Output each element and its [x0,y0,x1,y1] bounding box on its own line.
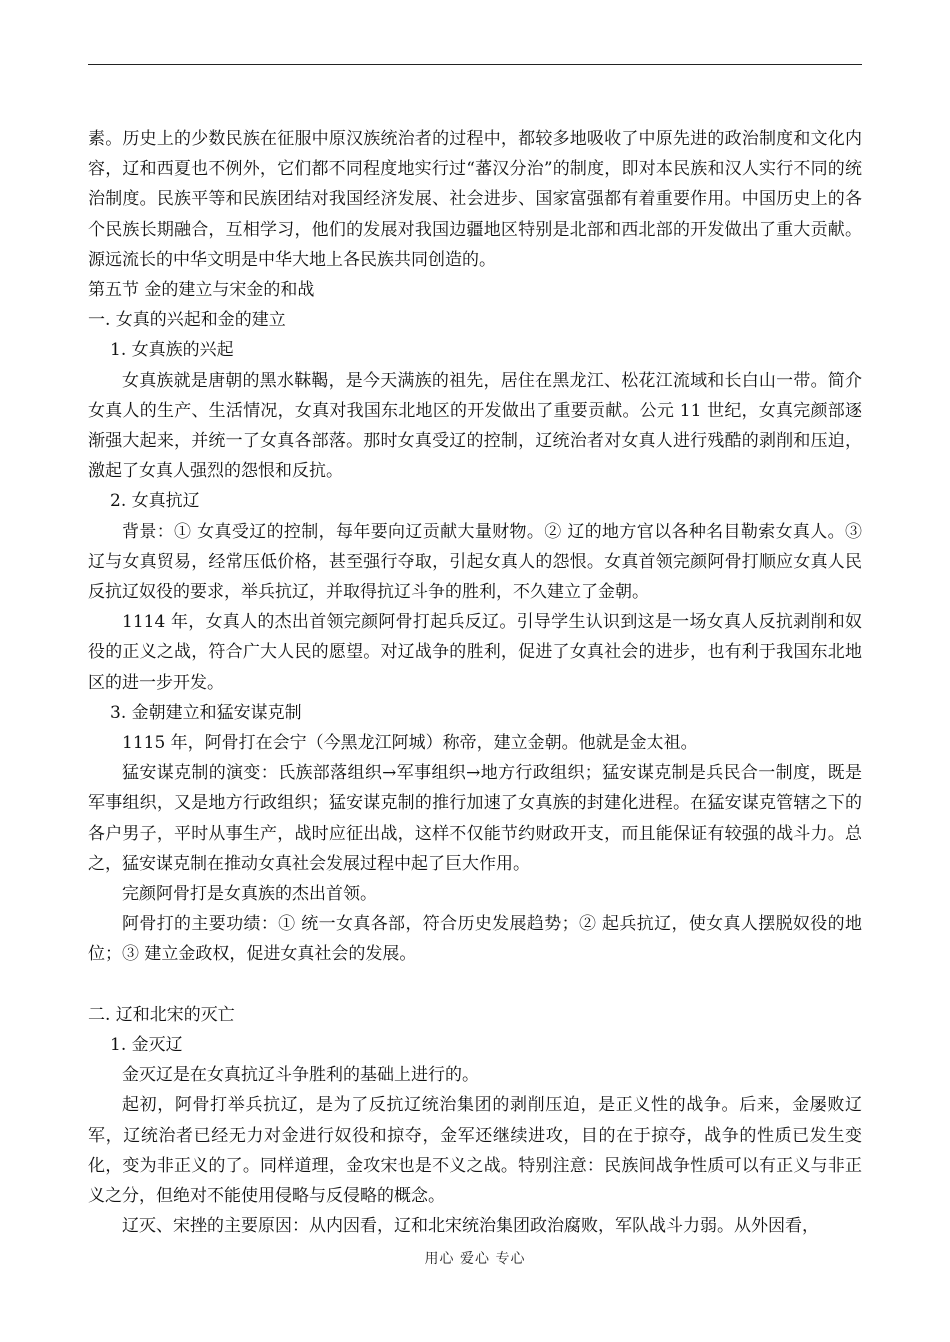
intro-paragraph: 素。历史上的少数民族在征服中原汉族统治者的过程中，都较多地吸收了中原先进的政治制度和文化内容，辽和西夏也不例外，它们都不同程度地实行过“蕃汉分治”的制度，即对本民族和汉人实行不同的统治制度。民族平等和民族团结对我国经济发展、社会进步、国家富强都有着重要作用。中国历史上的各个民族长期融合，互相学习，他们的发展对我国边疆地区特别是北部和西北部的开发做出了重大贡献。源远流长的中华文明是中华大地上各民族共同创造的。 [88,129,862,270]
page-footer: 用心 爱心 专心 [424,1251,526,1267]
part1-sub3-heading: 3. 金朝建立和猛安谋克制 [110,702,302,723]
part1-sub3-paragraph-2: 猛安谋克制的演变：氏族部落组织→军事组织→地方行政组织；猛安谋克制是兵民合一制度，既是军事组织，又是地方行政组织；猛安谋克制的推行加速了女真族的封建化进程。在猛安谋克管辖之下的各户男子，平时从事生产，战时应征出战，这样不仅能节约财政开支，而且能保证有较强的战斗力。总之，猛安谋克制在推动女真社会发展过程中起了巨大作用。 [88,763,862,874]
part2-sub1-paragraph-1: 金灭辽是在女真抗辽斗争胜利的基础上进行的。 [122,1065,479,1086]
part2-sub1-heading: 1. 金灭辽 [110,1034,183,1055]
part2-sub1-paragraph-3: 辽灭、宋挫的主要原因：从内因看，辽和北宋统治集团政治腐败，军队战斗力弱。从外因看， [122,1216,819,1237]
document-body [88,124,862,1241]
part1-sub1-paragraph: 女真族就是唐朝的黑水靺鞨，是今天满族的祖先，居住在黑龙江、松花江流域和长白山一带。简介女真人的生产、生活情况，女真对我国东北地区的开发做出了重要贡献。公元 11 世纪，女真完颜部逐渐强大起来，并统一了女真各部落。那时女真受辽的控制，辽统治者对女真人进行残酷的剥削和压迫，激起了女真人强烈的怨恨和反抗。 [88,370,862,482]
header-rule [88,64,862,65]
part1-sub3-paragraph-1: 1115 年，阿骨打在会宁（今黑龙江阿城）称帝，建立金朝。他就是金太祖。 [122,733,698,754]
part2-heading: 二. 辽和北宋的灭亡 [88,1004,235,1025]
part1-heading: 一. 女真的兴起和金的建立 [88,310,286,331]
part1-sub2-paragraph-1: 背景：① 女真受辽的控制，每年要向辽贡献大量财物。② 辽的地方官以各种名目勒索女真人。③辽与女真贸易，经常压低价格，甚至强行夺取，引起女真人的怨恨。女真首领完颜阿骨打顺应女真人民反抗辽奴役的要求，举兵抗辽，并取得抗辽斗争的胜利，不久建立了金朝。 [88,521,862,603]
part1-sub1-heading: 1. 女真族的兴起 [110,340,234,361]
part1-sub3-paragraph-4: 阿骨打的主要功绩：① 统一女真各部，符合历史发展趋势；② 起兵抗辽，使女真人摆脱奴役的地位；③ 建立金政权，促进女真社会的发展。 [88,914,862,965]
part1-sub2-heading: 2. 女真抗辽 [110,491,200,512]
part1-sub3-paragraph-3: 完颜阿骨打是女真族的杰出首领。 [122,884,377,905]
part1-sub2-paragraph-2: 1114 年，女真人的杰出首领完颜阿骨打起兵反辽。引导学生认识到这是一场女真人反抗剥削和奴役的正义之战，符合广大人民的愿望。对辽战争的胜利，促进了女真社会的进步，也有利于我国东北地区的进一步开发。 [88,612,862,693]
section-title: 第五节 金的建立与宋金的和战 [88,280,315,301]
part2-sub1-paragraph-2: 起初，阿骨打举兵抗辽，是为了反抗辽统治集团的剥削压迫，是正义性的战争。后来，金屡败辽军，辽统治者已经无力对金进行奴役和掠夺，金军还继续进攻，目的在于掠夺，战争的性质已发生变化，变为非正义的了。同样道理，金攻宋也是不义之战。特别注意：民族间战争性质可以有正义与非正义之分，但绝对不能使用侵略与反侵略的概念。 [88,1095,862,1206]
section-spacer [88,970,862,1000]
